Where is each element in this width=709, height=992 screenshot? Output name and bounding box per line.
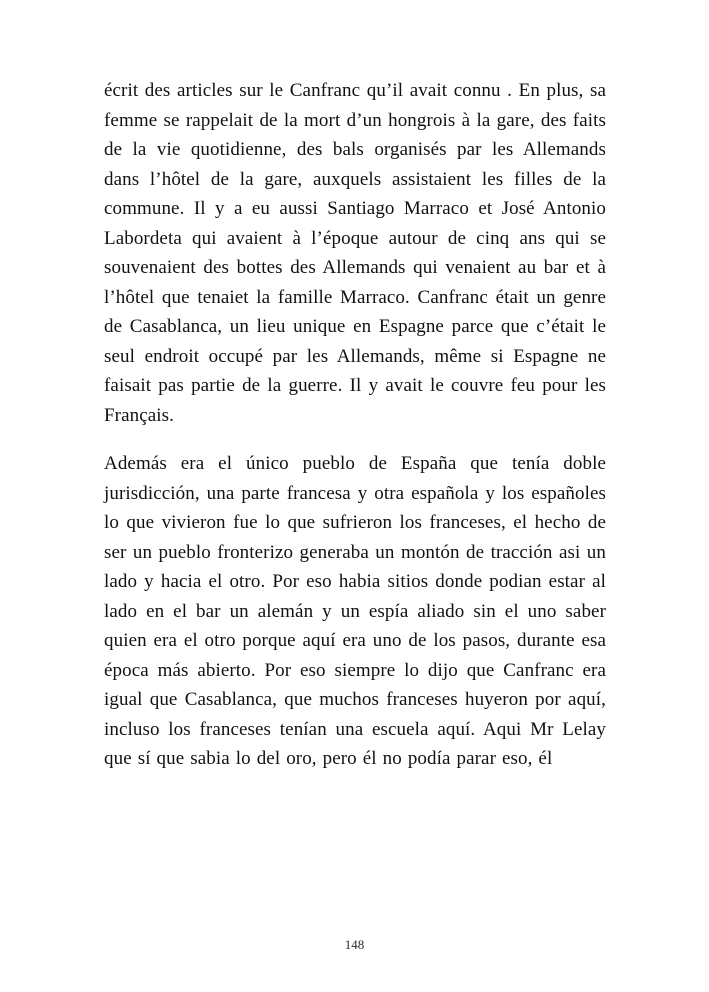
page-number: 148: [344, 937, 365, 952]
page-content: [104, 76, 606, 793]
paragraph-french: écrit des articles sur le Canfranc qu’il avait connu . En plus, sa femme se rappelait de la mort d’un hongrois à la gare, des faits de la vie quotidienne, des bals organisés par les Allemands dans l’hôtel de la gare, auxquels assistaient les filles de la commune. Il y a eu aussi Santiago Marraco et José Antonio Labordeta qui avaient à l’époque autour de cinq ans qui se souvenaient des bottes des Allemands qui venaient au bar et à l’hôtel que tenaiet la famille Marraco. Canfranc était un genre de Casablanca, un lieu unique en Espagne parce que c’était le seul endroit occupé par les Allemands, même si Espagne ne faisait pas partie de la guerre. Il y avait le couvre feu pour les Français.: [104, 80, 606, 426]
paragraph-spanish: Además era el único pueblo de España que tenía doble jurisdicción, una parte francesa y otra española y los españoles lo que vivieron fue lo que sufrieron los franceses, el hecho de ser un pueblo fronterizo generaba un montón de tracción asi un lado y hacia el otro. Por eso habia sitios donde podian estar al lado en el bar un alemán y un espía aliado sin el uno saber quien era el otro porque aquí era uno de los pasos, durante esa época más abierto. Por eso siempre lo dijo que Canfranc era igual que Casablanca, que muchos franceses huyeron por aquí, incluso los franceses tenían una escuela aquí. Aqui Mr Lelay que sí que sabia lo del oro, pero él no podía parar eso, él: [104, 453, 606, 769]
